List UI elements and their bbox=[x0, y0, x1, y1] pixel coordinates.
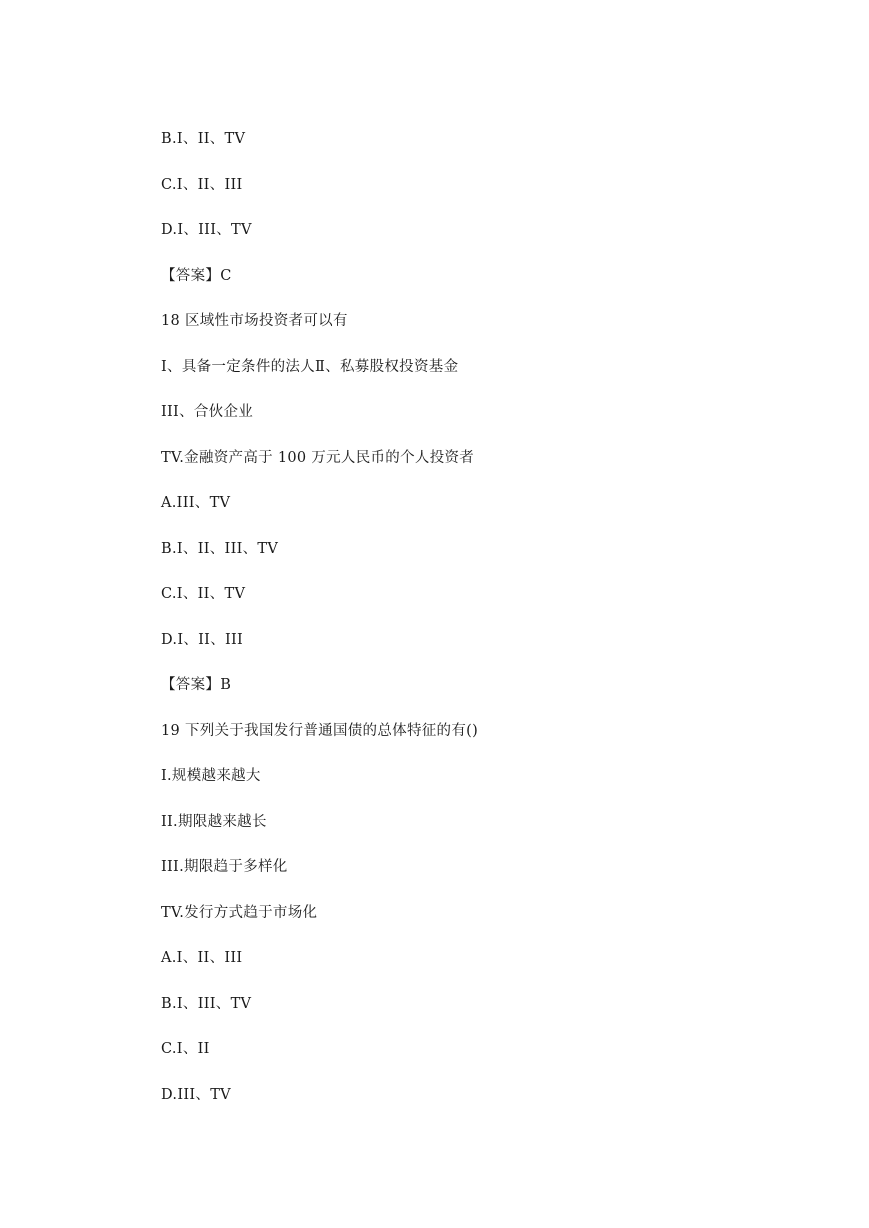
q19-item-1: I.规模越来越大 bbox=[161, 768, 261, 784]
answer-q18: 【答案】B bbox=[161, 677, 232, 693]
option-b-q17: B.I、II、TV bbox=[161, 131, 246, 147]
option-d-q19: D.III、TV bbox=[161, 1086, 231, 1103]
option-d-q17: D.I、III、TV bbox=[161, 222, 252, 238]
option-b-q18: B.I、II、III、TV bbox=[161, 540, 279, 557]
q18-item-4: TV.金融资产高于 100 万元人民币的个人投资者 bbox=[161, 449, 475, 466]
q18-item-1-2: I、具备一定条件的法人Ⅱ、私募股权投资基金 bbox=[161, 358, 459, 375]
option-d-q18: D.I、II、III bbox=[161, 631, 244, 648]
q19-item-2: II.期限越来越长 bbox=[161, 813, 267, 830]
option-b-q19: B.I、III、TV bbox=[161, 995, 252, 1012]
document-body bbox=[161, 126, 478, 1127]
q19-item-3: III.期限趋于多样化 bbox=[161, 859, 288, 875]
question-19: 19 下列关于我国发行普通国债的总体特征的有() bbox=[161, 722, 479, 739]
option-c-q17: C.I、II、III bbox=[161, 176, 243, 193]
answer-q17: 【答案】C bbox=[161, 267, 232, 284]
q18-item-3: III、合伙企业 bbox=[161, 404, 254, 420]
option-a-q19: A.I、II、III bbox=[161, 950, 243, 966]
option-a-q18: A.III、TV bbox=[161, 495, 231, 511]
option-c-q19: C.I、II bbox=[161, 1041, 210, 1057]
option-c-q18: C.I、II、TV bbox=[161, 586, 246, 602]
q19-item-4: TV.发行方式趋于市场化 bbox=[161, 904, 318, 921]
question-18: 18 区域性市场投资者可以有 bbox=[161, 313, 348, 329]
